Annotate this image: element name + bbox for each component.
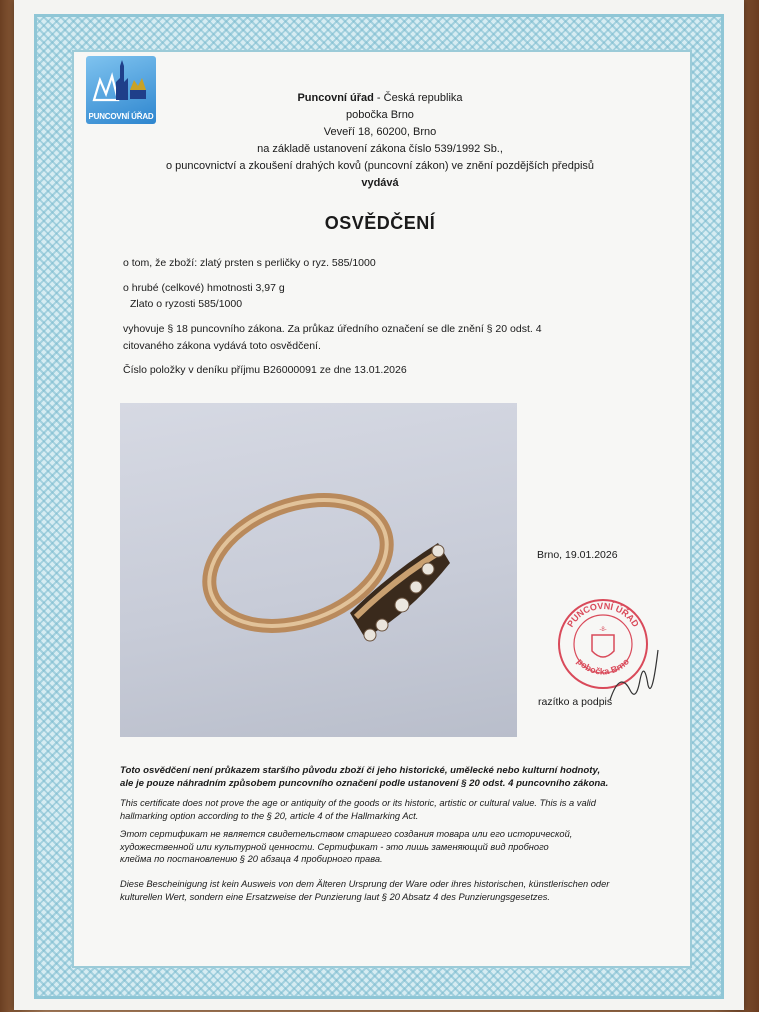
- ring-photo: [120, 403, 517, 737]
- item-number-line: Číslo položky v deníku příjmu B26000091 ze dne 13.01.2026: [123, 364, 407, 376]
- issuer-name-line: [140, 90, 620, 107]
- disclaimer-ru-line-3: клейма по постановлению § 20 абзаца 4 пробирного права.: [120, 854, 383, 864]
- disclaimer-de-line-2: kulturellen Wert, sondern eine Ersatzweise der Punzierung laut § 20 Absatz 4 des Punzierungsgesetzes.: [120, 891, 550, 902]
- weight-line: o hrubé (celkové) hmotnosti 3,97 g: [123, 282, 285, 294]
- goods-line: o tom, že zboží: zlatý prsten s perličky o ryz. 585/1000: [123, 257, 376, 269]
- disclaimer-en-line-1: This certificate does not prove the age or antiquity of the goods or its historic, artistic or cultural value. This is a valid: [120, 798, 596, 808]
- disclaimer-de-line-1: Diese Bescheinigung ist kein Ausweis von dem Älteren Ursprung der Ware oder ihres historischen, künstlerischen oder: [120, 879, 610, 889]
- office-country: - Česká republika: [373, 92, 463, 104]
- address-line: Veveří 18, 60200, Brno: [323, 126, 437, 138]
- certificate-title: OSVĚDČENÍ: [324, 213, 436, 233]
- stamp-top-text: PUNCOVNÍ ÚŘAD: [565, 600, 641, 629]
- stamp-bottom-text: pobočka Brno: [574, 656, 632, 677]
- gold-fineness-line: Zlato o ryzosti 585/1000: [130, 298, 243, 310]
- gold-ring-image: [120, 403, 517, 737]
- issuer-header: [140, 90, 620, 192]
- disclaimer-cz-line-1: Toto osvědčení není průkazem staršího původu zboží či jeho historické, umělecké nebo kulturní hodnoty,: [120, 765, 601, 776]
- disclaimer-en: [120, 797, 640, 822]
- law-line-2: o puncovnictví a zkoušení drahých kovů (puncovní zákon) ve znění pozdějších předpisů: [165, 160, 595, 172]
- issues-line: vydává: [361, 177, 399, 189]
- disclaimer-en-line-2: hallmarking option according to the § 20, article 4 of the Hallmarking Act.: [120, 810, 419, 821]
- branch-line: pobočka Brno: [346, 109, 414, 121]
- office-name: Puncovní úřad: [297, 92, 374, 104]
- disclaimer-cz: [120, 765, 640, 790]
- place-date: Brno, 19.01.2026: [537, 549, 618, 561]
- disclaimer-cz-line-2: ale je pouze náhradním způsobem puncovního označení podle ustanovení § 20 odst. 4 puncovního zákona.: [120, 777, 609, 789]
- disclaimer-ru-line-2: художественной или культурной ценности. Сертификат - это лишь заменяющий вид пробного: [120, 841, 549, 852]
- stamp-mark: -8-: [599, 627, 607, 633]
- disclaimer-de: [120, 878, 640, 903]
- disclaimer-ru: [120, 828, 640, 866]
- compliance-line-1: vyhovuje § 18 puncovního zákona. Za průkaz úředního označení se dle znění § 20 odst. 4: [123, 323, 542, 335]
- stamp-signature-label: razítko a podpis: [538, 696, 613, 708]
- law-line-1: na základě ustanovení zákona číslo 539/1992 Sb.,: [257, 143, 503, 155]
- disclaimer-ru-line-1: Этот сертификат не является свидетельством старшего создания товара или его исторической,: [120, 829, 573, 839]
- compliance-line-2: citovaného zákona vydává toto osvědčení.: [123, 340, 321, 352]
- logo-label: PUNCOVNÍ ÚŘAD: [88, 112, 154, 121]
